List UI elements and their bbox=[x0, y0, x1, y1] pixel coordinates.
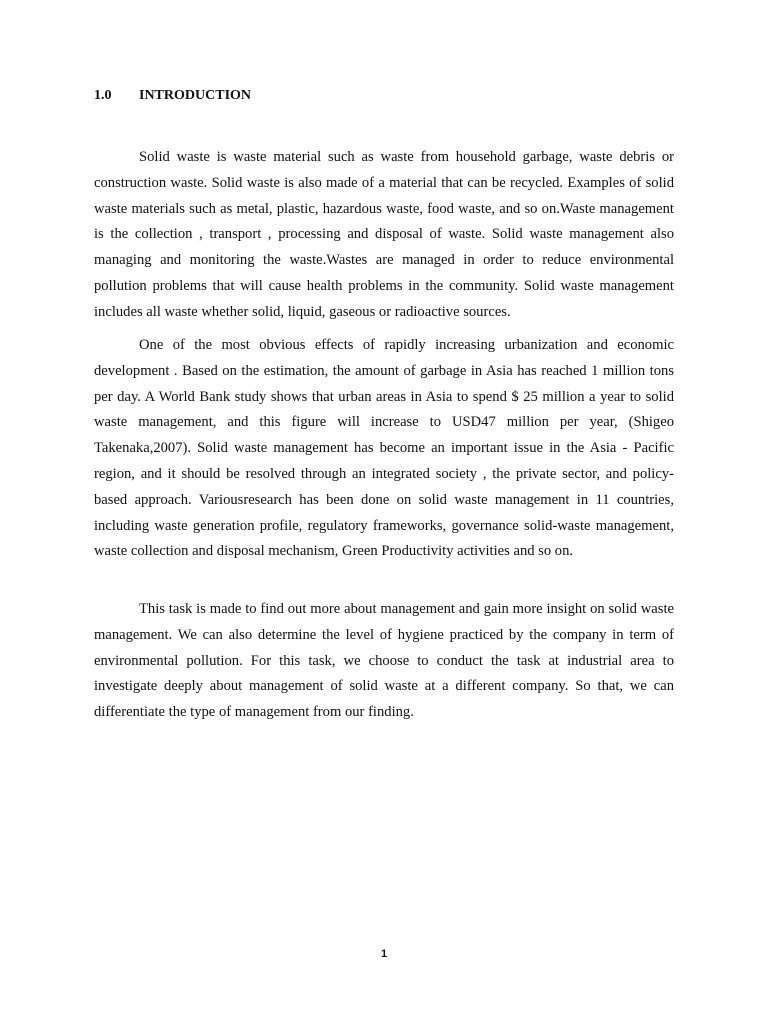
section-number: 1.0 bbox=[94, 88, 112, 103]
paragraph-3-block bbox=[94, 597, 674, 726]
paragraph-1-block bbox=[94, 145, 674, 326]
paragraph: One of the most obvious effects of rapidly increasing urbanization and economic development . Based on the estimation, the amount of garbage in Asia has reached 1 million tons per day. A World Bank study shows that urban areas in Asia to spend $ 25 million a year to solid waste management, and this figure will increase to USD47 million per year, (Shigeo Takenaka,2007). Solid waste management has become an important issue in the Asia - Pacific region, and it should be resolved through an integrated society , the private sector, and policy-based approach. Variousresearch has been done on solid waste management in 11 countries, including waste generation profile, regulatory frameworks, governance solid-waste management, waste collection and disposal mechanism, Green Productivity activities and so on. bbox=[94, 337, 674, 560]
paragraph-2-block bbox=[94, 333, 674, 565]
paragraph: Solid waste is waste material such as waste from household garbage, waste debris or construction waste. Solid waste is also made of a material that can be recycled. Examples of solid waste materials such as metal, plastic, hazardous waste, food waste, and so on.Waste management is the collection , transport , processing and disposal of waste. Solid waste management also managing and monitoring the waste.Wastes are managed in order to reduce environmental pollution problems that will cause health problems in the community. Solid waste management includes all waste whether solid, liquid, gaseous or radioactive sources. bbox=[94, 149, 674, 320]
paragraph: This task is made to find out more about management and gain more insight on solid waste management. We can also determine the level of hygiene practiced by the company in term of environmental pollution. For this task, we choose to conduct the task at industrial area to investigate deeply about management of solid waste at a different company. So that, we can differentiate the type of management from our finding. bbox=[94, 601, 674, 721]
page-number: 1 bbox=[380, 948, 388, 960]
section-title: INTRODUCTION bbox=[139, 88, 252, 103]
section-heading bbox=[94, 87, 251, 105]
